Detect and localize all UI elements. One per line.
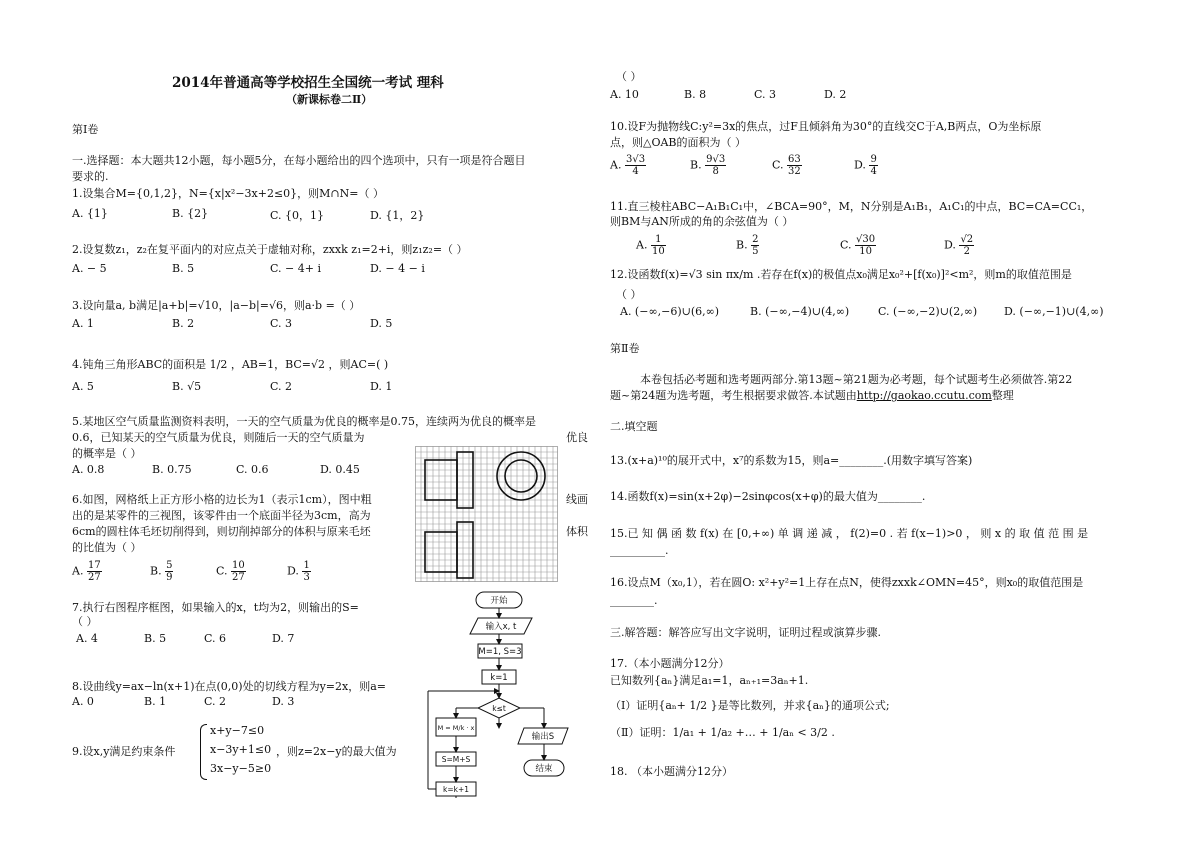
q7-stem-line1: 7.执行右图程序框图，如果输入的x，t均为2，则输出的S= <box>72 601 359 614</box>
q15-stem-line1: 15.已 知 偶 函 数 f(x) 在 [0,+∞) 单 调 递 减 ， f(2)=0 . 若 f(x−1)>0 ， 则 x 的 取 值 范 围 是 <box>610 527 1089 540</box>
frac-num: √2 <box>960 234 974 245</box>
part2-heading: 第Ⅱ卷 <box>610 342 640 355</box>
q11-option-a-label: A. <box>636 238 648 252</box>
q6-stem-line1-tail: 线画 <box>566 493 588 506</box>
part2-para-line2-text: 题~第24题为选考题，考生根据要求做答.本试题由 <box>610 389 857 402</box>
q18-heading: 18. （本小题满分12分） <box>610 765 733 778</box>
flowchart <box>424 588 596 800</box>
q8-option-c: C. 2 <box>204 695 227 708</box>
q9-option-b: B. 8 <box>684 88 707 101</box>
q11-stem-line1: 11.直三棱柱ABC−A₁B₁C₁中，∠BCA=90°，M，N分别是A₁B₁，A₁C₁的中点，BC=CA=CC₁， <box>610 200 1093 213</box>
q3-option-d: D. 5 <box>370 317 393 330</box>
instructions-line2: 要求的. <box>72 170 109 183</box>
frac-num: 63 <box>788 154 801 165</box>
q12-option-d: D. (−∞,−1)∪(4,∞) <box>1004 305 1104 318</box>
q7-option-b: B. 5 <box>144 632 167 645</box>
q9-constraint-2: x−3y+1≤0 <box>210 743 272 756</box>
q4-option-b: B. √5 <box>172 380 202 393</box>
flow-start-label: 开始 <box>490 596 508 606</box>
q4-option-d: D. 1 <box>370 380 393 393</box>
q11-option-c-label: C. <box>840 238 852 252</box>
frac-num: 1 <box>303 560 310 571</box>
q9-constraint-1: x+y−7≤0 <box>210 724 265 737</box>
flow-update-s-label: S=M+S <box>441 755 471 764</box>
q9-stem-prefix: 9.设x,y满足约束条件 <box>72 745 176 758</box>
three-view-figure <box>415 446 558 582</box>
q17-given: 已知数列{aₙ}满足a₁=1，aₙ₊₁=3aₙ+1. <box>610 674 809 687</box>
q10-option-b <box>690 154 726 177</box>
frac-den: 2 <box>963 246 970 257</box>
q8-option-a: A. 0 <box>72 695 94 708</box>
q4-option-a: A. 5 <box>72 380 94 393</box>
fill-in-heading: 二.填空题 <box>610 420 658 433</box>
q7-option-c: C. 6 <box>204 632 227 645</box>
q7-option-a: A. 4 <box>76 632 98 645</box>
flow-output-label: 输出S <box>531 732 555 742</box>
frac-num: √30 <box>856 234 876 245</box>
q6-option-d <box>287 560 311 583</box>
grid-lines <box>415 446 558 582</box>
q5-stem-line3: 的概率是（ ） <box>72 447 142 460</box>
instructions-line1: 一.选择题：本大题共12小题，每小题5分，在每小题给出的四个选项中，只有一项是符合题目 <box>72 154 526 167</box>
side-view-top <box>457 522 473 578</box>
q14-stem: 14.函数f(x)=sin(x+2φ)−2sinφcos(x+φ)的最大值为________. <box>610 490 926 503</box>
q10-option-b-frac <box>705 154 726 177</box>
frac-den: 10 <box>859 246 872 257</box>
q3-stem: 3.设向量a, b满足|a+b|=√10，|a−b|=√6，则a·b =（ ） <box>72 299 361 312</box>
frac-den: 9 <box>166 572 173 583</box>
q12-stem-line2: （ ） <box>616 288 642 301</box>
frac-den: 8 <box>712 166 719 177</box>
q6-option-c <box>216 560 246 583</box>
q9-stem-suffix: ，则z=2x−y的最大值为 <box>276 745 397 758</box>
q10-option-d-label: D. <box>854 158 866 172</box>
frac-den: 32 <box>788 166 801 177</box>
q5-option-a: A. 0.8 <box>72 463 105 476</box>
q8-stem: 8.设曲线y=ax−ln(x+1)在点(0,0)处的切线方程为y=2x，则a= <box>72 680 386 693</box>
q12-stem-line1: 12.设函数f(x)=√3 sin πx/m .若存在f(x)的极值点x₀满足x₀²+[f(x₀)]²<m²，则m的取值范围是 <box>610 268 1072 281</box>
q11-option-a-frac <box>651 234 666 257</box>
q6-stem-line4: 的比值为（ ） <box>72 541 142 554</box>
q8-option-d: D. 3 <box>272 695 295 708</box>
page-subtitle: （新课标卷二Ⅱ） <box>286 93 373 106</box>
frac-num: 9√3 <box>706 154 726 165</box>
q10-option-a-label: A. <box>610 158 622 172</box>
q10-option-d <box>854 154 878 177</box>
q2-option-b: B. 5 <box>172 262 195 275</box>
q6-stem-line2: 出的是某零件的三视图，该零件由一个底面半径为3cm，高为 <box>72 509 371 522</box>
frac-num: 17 <box>87 560 101 571</box>
q12-option-a: A. (−∞,−6)∪(6,∞) <box>620 305 720 318</box>
frac-den: 3 <box>303 572 310 583</box>
q17-part-ii: （Ⅱ）证明：1/a₁ + 1/a₂ +… + 1/aₙ < 3/2 . <box>610 726 835 739</box>
q1-option-d: D. {1，2} <box>370 209 425 222</box>
q6-stem-line3-tail: 体积 <box>566 525 588 538</box>
flow-condition-label: k≤t <box>492 704 506 713</box>
flow-input-label: 输入x, t <box>485 622 517 632</box>
q6-stem-line1: 6.如图，网格纸上正方形小格的边长为1（表示1cm），图中粗 <box>72 493 372 506</box>
q9-option-c: C. 3 <box>754 88 777 101</box>
q6-option-b-frac <box>165 560 173 583</box>
q11-option-b-frac <box>751 234 759 257</box>
q5-stem-line1: 5.某地区空气质量监测资料表明，一天的空气质量为优良的概率是0.75，连续两为优良的概率是 <box>72 415 536 428</box>
q10-stem-line1: 10.设F为抛物线C:y²=3x的焦点，过F且倾斜角为30°的直线交C于A,B两点，O为坐标原 <box>610 120 1042 133</box>
q6-option-d-label: D. <box>287 564 299 578</box>
q2-stem: 2.设复数z₁，z₂在复平面内的对应点关于虚轴对称，zxxk z₁=2+i，则z₁z₂=（ ） <box>72 243 468 256</box>
q11-option-b <box>736 234 759 257</box>
q6-option-d-frac <box>302 560 310 583</box>
q13-stem: 13.(x+a)¹⁰的展开式中，x⁷的系数为15，则a=________.(用数字填写答案) <box>610 454 973 467</box>
q17-heading: 17.（本小题满分12分） <box>610 657 730 670</box>
frac-den: 5 <box>752 246 759 257</box>
q6-option-b-label: B. <box>150 564 162 578</box>
frac-den: 10 <box>651 246 665 257</box>
q11-option-d-label: D. <box>944 238 956 252</box>
q10-stem-line2: 点，则△OAB的面积为（ ） <box>610 136 747 149</box>
q6-stem-line3: 6cm的圆柱体毛坯切削得到，则切削掉部分的体积与原来毛坯 <box>72 525 371 538</box>
frac-den: 27 <box>232 572 245 583</box>
frac-num: 5 <box>166 560 173 571</box>
q11-option-b-label: B. <box>736 238 748 252</box>
q1-option-a: A. {1} <box>72 207 108 220</box>
flow-end-label: 结束 <box>535 764 553 774</box>
page-title: 2014年普通高等学校招生全国统一考试 理科 <box>172 75 444 91</box>
grid-border <box>416 447 558 582</box>
part2-para-line1: 本卷包括必考题和选考题两部分.第13题~第21题为必考题，每个试题考生必须做答.第22 <box>640 373 1073 386</box>
q16-stem-line1: 16.设点M（x₀,1），若在圆O: x²+y²=1上存在点N，使得zxxk∠OMN=45°，则x₀的取值范围是 <box>610 576 1084 589</box>
frac-den: 4 <box>632 166 639 177</box>
q8-option-b: B. 1 <box>144 695 167 708</box>
q10-option-a-frac <box>625 154 646 177</box>
q3-option-b: B. 2 <box>172 317 195 330</box>
q10-option-a <box>610 154 646 177</box>
q2-option-a: A. − 5 <box>72 262 107 275</box>
q1-stem: 1.设集合M={0,1,2}，N={x|x²−3x+2≤0}，则M∩N=（ ） <box>72 187 384 200</box>
q12-option-b: B. (−∞,−4)∪(4,∞) <box>750 305 850 318</box>
q10-option-b-label: B. <box>690 158 702 172</box>
q2-option-c: C. − 4+ i <box>270 262 321 275</box>
q2-option-d: D. − 4 − i <box>370 262 425 275</box>
q11-stem-line2: 则BM与AN所成的角的余弦值为（ ） <box>610 215 794 228</box>
flow-k-init-label: k=1 <box>490 673 508 683</box>
q17-part-i: （Ⅰ）证明{aₙ+ 1/2 }是等比数列，并求{aₙ}的通项公式; <box>610 699 890 712</box>
frac-num: 1 <box>651 234 666 246</box>
part-outlines <box>425 452 545 578</box>
q6-option-c-frac <box>231 560 246 583</box>
q5-option-d: D. 0.45 <box>320 463 360 476</box>
q5-option-b: B. 0.75 <box>152 463 192 476</box>
q7-stem-line2: （ ） <box>72 615 98 628</box>
frac-num: 10 <box>232 560 245 571</box>
q1-option-c: C. {0，1} <box>270 209 325 222</box>
part1-heading: 第Ⅰ卷 <box>72 123 99 136</box>
q9-option-a: A. 10 <box>610 88 639 101</box>
q15-stem-line2: __________. <box>610 544 669 557</box>
solve-heading: 三.解答题：解答应写出文字说明，证明过程或演算步骤. <box>610 626 881 639</box>
q10-option-c-label: C. <box>772 158 784 172</box>
q6-option-a-frac <box>87 560 102 583</box>
q9-constraint-3: 3x−y−5≥0 <box>210 762 272 775</box>
q5-option-c: C. 0.6 <box>236 463 269 476</box>
q11-option-a <box>636 234 666 257</box>
q6-option-a-label: A. <box>72 564 84 578</box>
q3-option-c: C. 3 <box>270 317 293 330</box>
q4-stem: 4.钝角三角形ABC的面积是 1/2 ，AB=1，BC=√2 ，则AC=( ) <box>72 358 389 371</box>
q4-option-c: C. 2 <box>270 380 293 393</box>
q11-option-c-frac <box>855 234 876 257</box>
q10-option-d-frac <box>869 154 877 177</box>
flow-update-m-label: M = M/k · x <box>437 724 475 732</box>
q9-answer-paren: （ ） <box>616 70 642 83</box>
q11-option-d-frac <box>959 234 974 257</box>
q16-stem-line2: ________. <box>610 594 658 607</box>
frac-num: 9 <box>870 154 877 165</box>
q9-brace <box>200 724 207 780</box>
q6-option-b <box>150 560 173 583</box>
frac-den: 27 <box>87 572 101 583</box>
part2-para-line2-tail: 整理 <box>991 389 1014 402</box>
q5-stem-line2: 0.6，已知某天的空气质量为优良，则随后一天的空气质量为 <box>72 431 365 444</box>
part2-para-line2 <box>610 389 1014 403</box>
frac-num: 3√3 <box>625 154 646 165</box>
q7-option-d: D. 7 <box>272 632 295 645</box>
source-link[interactable]: http://gaokao.ccutu.com <box>856 389 992 402</box>
q5-stem-line2-tail: 优良 <box>566 431 588 444</box>
frac-num: 2 <box>752 234 759 245</box>
flow-init-label: M=1, S=3 <box>478 647 522 657</box>
front-view-top <box>457 452 473 508</box>
frac-den: 4 <box>870 166 877 177</box>
q11-option-d <box>944 234 974 257</box>
q1-option-b: B. {2} <box>172 207 209 220</box>
q3-option-a: A. 1 <box>72 317 94 330</box>
q10-option-c <box>772 154 802 177</box>
q9-option-d: D. 2 <box>824 88 847 101</box>
q11-option-c <box>840 234 876 257</box>
q6-option-a <box>72 560 102 583</box>
q10-option-c-frac <box>787 154 802 177</box>
q6-option-c-label: C. <box>216 564 228 578</box>
flow-update-k-label: k=k+1 <box>442 785 470 794</box>
q12-option-c: C. (−∞,−2)∪(2,∞) <box>878 305 978 318</box>
